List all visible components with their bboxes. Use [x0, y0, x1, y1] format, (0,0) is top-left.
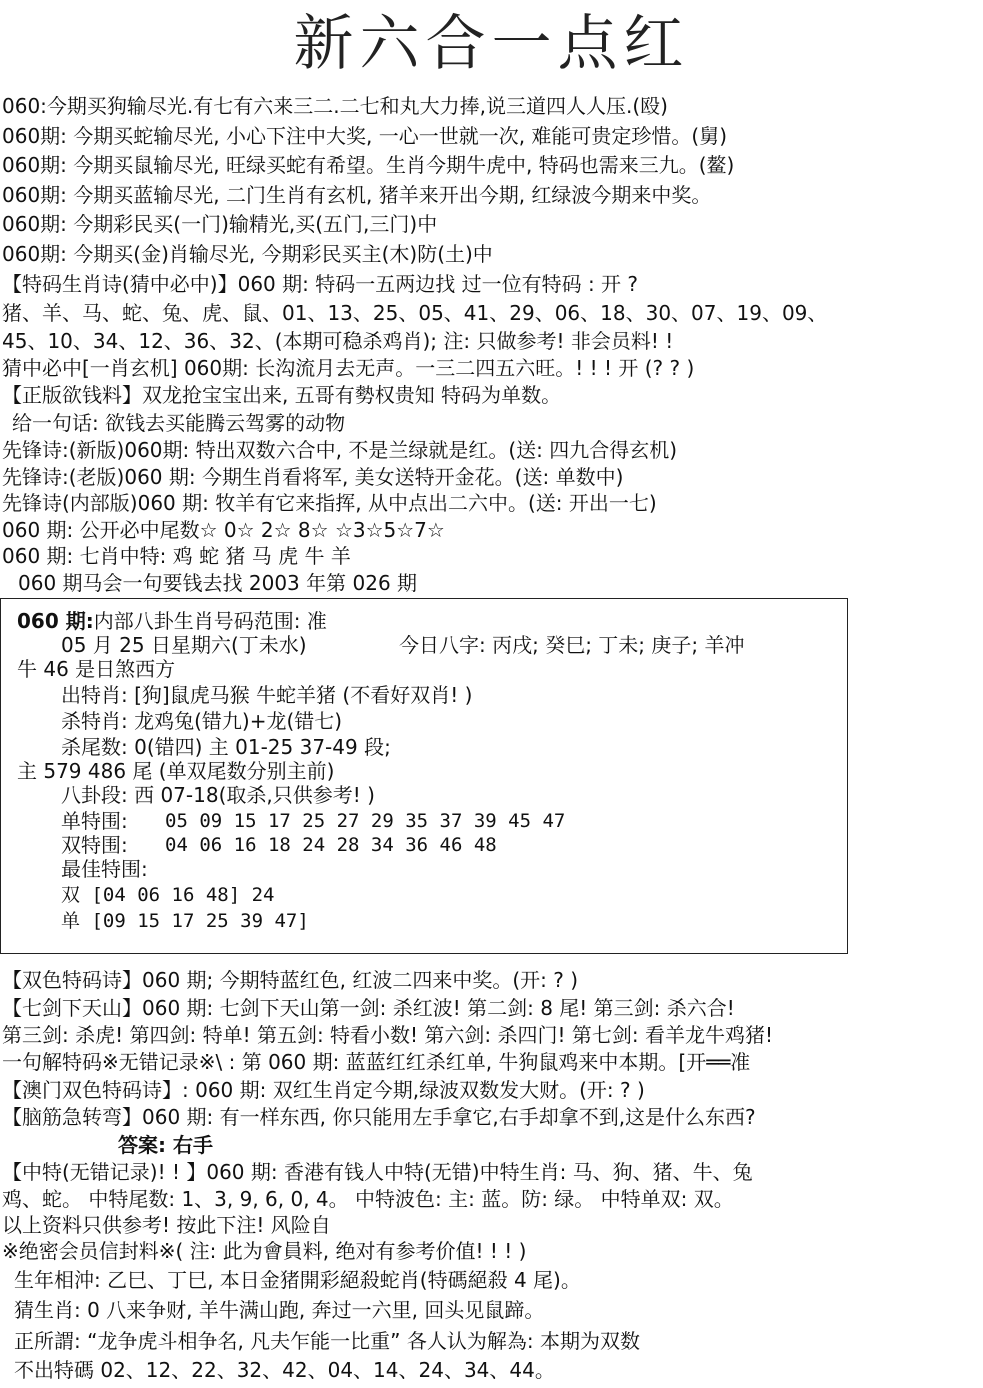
text-line: 先锋诗(内部版)060 期: 牧羊有它来指挥, 从中点出二六中。(送: 开出一七) [2, 491, 657, 515]
text-line: 猜中必中[一肖玄机] 060期: 长沟流月去无声。一三二四五六旺。! ! ! 开 (? ? ) [2, 356, 695, 380]
text-line: 【澳门双色特码诗】: 060 期: 双红生肖定今期,绿波双数发大财。(开: ? ) [2, 1078, 645, 1102]
text-line: 猜生肖: 0 八来争财, 羊牛满山跑, 奔过一六里, 回头见鼠蹄。 [14, 1298, 545, 1322]
text-line: 060期: 今期买蛇输尽光, 小心下注中大奖, 一心一世就一次, 难能可贵定珍惜。(舅) [2, 124, 728, 148]
text-line: 060 期马会一句要钱去找 2003 年第 026 期 [18, 571, 418, 595]
box-header-issue: 060 期: [17, 609, 94, 633]
text-line: 【双色特码诗】060 期; 今期特蓝红色, 红波二四来中奖。(开: ? ) [2, 968, 579, 992]
page-title: 新六合一点红 [293, 9, 690, 79]
box-header-rest: 内部八卦生肖号码范围: 准 [93, 609, 327, 633]
text-line: 060 期: 七肖中特: 鸡 蛇 猪 马 虎 牛 羊 [2, 544, 351, 568]
box-zhu-wei: 主 579 486 尾 (单双尾数分别主前) [17, 759, 335, 783]
text-line: 【中特(无错记录)! ! 】060 期: 香港有钱人中特(无错)中特生肖: 马、狗、猪、牛、兔 [2, 1160, 753, 1184]
box-bazi: 今日八字: 丙戌; 癸巳; 丁未; 庚子; 羊冲 [399, 633, 745, 657]
text-line: 060期: 今期彩民买(一门)输精光,买(五门,三门)中 [2, 212, 438, 236]
box-shuang-te-wei-label: 双特围: [61, 833, 128, 857]
text-line: 060期: 今期买蓝输尽光, 二门生肖有玄机, 猪羊来开出今期, 红绿波今期来中奖。 [2, 183, 712, 207]
text-line: 生年相沖: 乙巳、丁巳, 本日金猪開彩絕殺蛇肖(特碼絕殺 4 尾)。 [14, 1268, 581, 1292]
box-shuang-te-wei-values: 04 06 16 18 24 28 34 36 46 48 [165, 834, 497, 856]
box-best-shuang: 双 [04 06 16 48] 24 [61, 884, 275, 906]
text-line: 一句解特码※无错记录※\ : 第 060 期: 蓝蓝红红杀红单, 牛狗鼠鸡来中本期。[开══准 [2, 1050, 751, 1074]
text-line: 先锋诗:(新版)060期: 特出双数六合中, 不是兰绿就是红。(送: 四九合得玄机) [2, 438, 678, 462]
text-line: 060 期: 公开必中尾数☆ 0☆ 2☆ 8☆ ☆3☆5☆7☆ [2, 518, 445, 542]
text-line: 【脑筋急转弯】060 期: 有一样东西, 你只能用左手拿它,右手却拿不到,这是什么东西? [2, 1105, 756, 1129]
text-line: 给一句话: 欲钱去买能腾云驾雾的动物 [12, 411, 346, 435]
box-date: 05 月 25 日星期六(丁未水) [61, 633, 307, 657]
text-line: 以上资料只供参考! 按此下注! 风险自 [2, 1213, 331, 1237]
text-line: 【正版欲钱料】双龙抢宝宝出来, 五哥有勢权贵知 特码为单数。 [2, 383, 562, 407]
box-sha-te-xiao: 杀特肖: 龙鸡兔(错九)+龙(错七) [61, 709, 343, 733]
box-bagua-duan: 八卦段: 西 07-18(取杀,只供参考! ) [61, 783, 375, 807]
box-chu-te-xiao: 出特肖: [狗]鼠虎马猴 牛蛇羊猪 (不看好双肖! ) [61, 683, 473, 707]
text-line: 不出特碼 02、12、22、32、42、04、14、24、34、44。 [14, 1358, 555, 1382]
bagua-range-box [0, 598, 848, 954]
box-sha-wei-shu: 杀尾数: 0(错四) 主 01-25 37-49 段; [61, 735, 391, 759]
text-line: ※绝密会员信封料※( 注: 此为會員料, 绝对有参考价值! ! ! ) [2, 1239, 527, 1263]
text-line: 060:今期买狗输尽光.有七有六来三二.二七和丸大力捧,说三道四人人压.(殴) [2, 94, 668, 118]
text-line: 【七剑下天山】060 期: 七剑下天山第一剑: 杀红波! 第二剑: 8 尾! 第三剑: 杀六合! [2, 996, 735, 1020]
box-best-dan: 单 [09 15 17 25 39 47] [61, 910, 309, 932]
box-dan-te-wei-values: 05 09 15 17 25 27 29 35 37 39 45 47 [165, 810, 566, 832]
text-line: 060期: 今期买鼠输尽光, 旺绿买蛇有希望。生肖今期牛虎中, 特码也需来三九。(鳌) [2, 153, 735, 177]
box-bazi-cont: 牛 46 是日煞西方 [17, 657, 176, 681]
box-dan-te-wei-label: 单特围: [61, 809, 128, 833]
box-best-label: 最佳特围: [61, 857, 148, 881]
text-line: 鸡、蛇。 中特尾数: 1、3, 9, 6, 0, 4。 中特波色: 主: 蓝。防: 绿。 中特单双: 双。 [2, 1187, 734, 1211]
box-header [17, 609, 327, 633]
text-line: 060期: 今期买(金)肖输尽光, 今期彩民买主(木)防(土)中 [2, 242, 493, 266]
text-line: 第三剑: 杀虎! 第四剑: 特单! 第五剑: 特看小数! 第六剑: 杀四门! 第七剑: 看羊龙牛鸡猪! [2, 1023, 773, 1047]
text-line: 先锋诗:(老版)060 期: 今期生肖看将军, 美女送特开金花。(送: 单数中) [2, 465, 624, 489]
text-line: 正所謂: “龙争虎斗相争名, 凡夫乍能一比重” 各人认为解為: 本期为双数 [14, 1329, 640, 1353]
text-line: 45、10、34、12、36、32、(本期可稳杀鸡肖); 注: 只做参考! 非会员料! ! [2, 329, 674, 353]
text-line: 猪、羊、马、蛇、兔、虎、鼠、01、13、25、05、41、29、06、18、30、07、19、09、 [2, 301, 828, 325]
answer-line: 答案: 右手 [118, 1133, 213, 1157]
text-line: 【特码生肖诗(猜中必中)】060 期: 特码一五两边找 过一位有特码 : 开 ? [2, 272, 639, 296]
